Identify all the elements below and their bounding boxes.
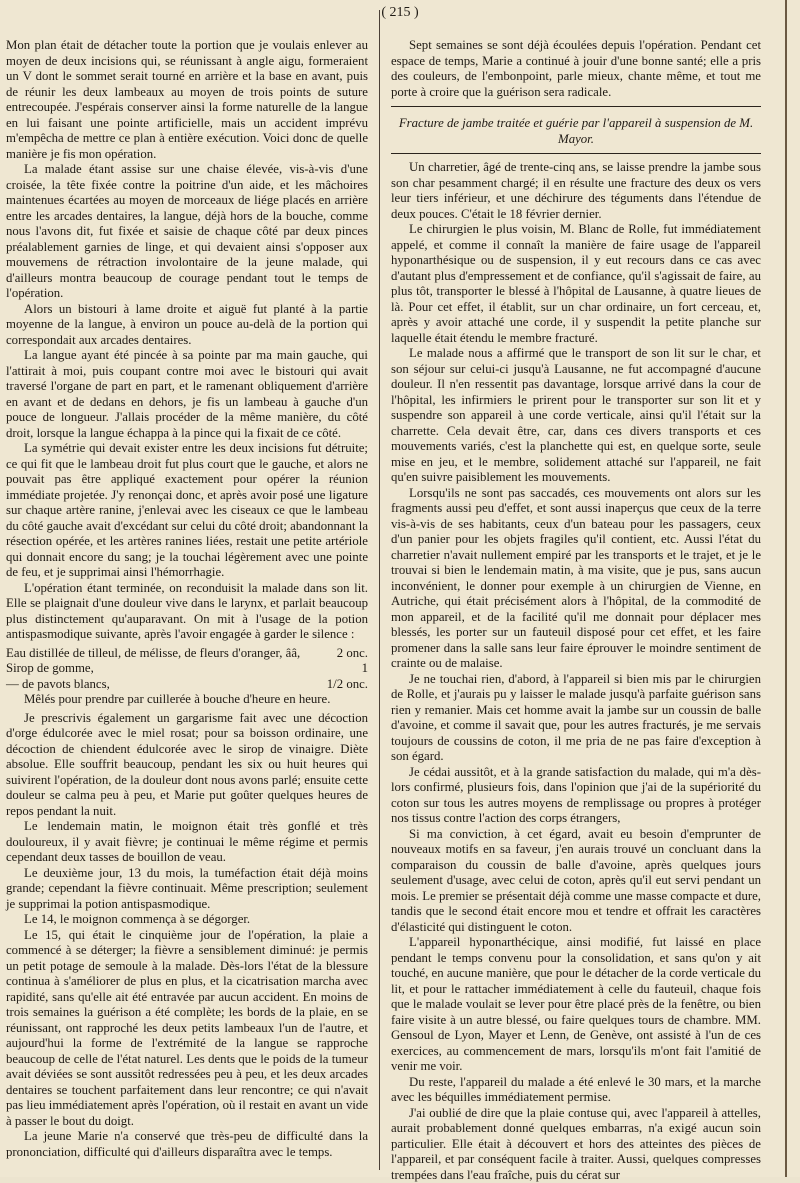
- left-column: [6, 38, 368, 1168]
- prescription-quantity: 1: [354, 661, 368, 677]
- paragraph: L'appareil hyponarthécique, ainsi modifié, fut laissé en place pendant le temps convenu pour la consolidation, et sans qu'on y ait touché, en aucune manière, que pour le détacher de la corde verticale du lit, et pour le rattacher immédiatement à celle du fauteuil, chaque fois que le malade voulait se lever pour être placé près de la fenêtre, ou bien faire visite à un autre blessé, ou faire quelques tours de chambre. MM. Gensoul de Lyon, Mayer et Lenn, de Genève, ont assisté à l'un de ces exercices, au commencement de mars, lorsqu'ils m'ont fait l'amitié de venir me voir.: [391, 935, 761, 1075]
- paragraph: La malade étant assise sur une chaise élevée, vis-à-vis d'une croisée, la tête fixée contre la poitrine d'un aide, et les mâchoires maintenues écartées au moyen de morceaux de liége placés en arrière entre les arcades dentaires, la langue, déjà hors de la bouche, comme nous l'avons dit, fut fixée et saisie de chaque côté par deux pinces préalablement garnies de linge, et qui devaient ainsi s'opposer aux mouvemens de rétraction involontaire de la jeune malade, qui d'ailleurs montra beaucoup de courage pendant tout le temps de l'opération.: [6, 162, 368, 302]
- paragraph: Mon plan était de détacher toute la portion que je voulais enlever au moyen de deux incisions qui, se réunissant à angle aigu, formeraient un V dont le sommet serait tourné en arrière et la base en avant, puis de réunir les deux lambeaux au moyen de trois points de suture entrecoupée. J'espérais conserver ainsi la forme naturelle de la langue en lui faisant une pointe artificielle, mais un accident imprévu m'empêcha de mettre ce plan à entière exécution. Voici donc de quelle manière je fis mon opération.: [6, 38, 368, 162]
- paragraph: Le 14, le moignon commença à se dégorger.: [6, 912, 368, 928]
- page-edge-rule: [785, 0, 787, 1177]
- page-number: ( 215 ): [0, 4, 800, 22]
- paragraph: Le chirurgien le plus voisin, M. Blanc de Rolle, fut immédiatement appelé, et comme il connaît la manière de faire usage de l'appareil hyponarthésique ou de suspension, il y eut recours dans ce cas avec d'autant plus d'empressement et de confiance, qu'il s'agissait de faire, au plus tôt, transporter le blessé à l'hôpital de Lausanne, à quatre lieues de là. Pour cet effet, il établit, sur un char ordinaire, un fort cerceau, et, après y avoir attaché une corde, il y suspendit la petite planche sur laquelle était étendu le membre fracturé.: [391, 222, 761, 346]
- paragraph: La jeune Marie n'a conservé que très-peu de difficulté dans la prononciation, difficulté qui d'ailleurs disparaîtra avec le temps.: [6, 1129, 368, 1160]
- prescription-item: Sirop de gomme,: [6, 661, 94, 677]
- prescription-item: — de pavots blancs,: [6, 677, 110, 693]
- paragraph: Du reste, l'appareil du malade a été enlevé le 30 mars, et la marche avec les béquilles immédiatement permise.: [391, 1075, 761, 1106]
- right-column: [391, 38, 761, 1168]
- article-title: Fracture de jambe traitée et guérie par l'appareil à suspension de M. Mayor.: [391, 115, 761, 147]
- prescription-item: Eau distillée de tilleul, de mélisse, de fleurs d'oranger, ââ,: [6, 646, 300, 662]
- paragraph: Sept semaines se sont déjà écoulées depuis l'opération. Pendant cet espace de temps, Marie a continué à jouir d'une bonne santé; elle a pris des couleurs, de l'embonpoint, parle mieux, chante même, et tout me porte à croire que la guérison sera radicale.: [391, 38, 761, 100]
- prescription-note: Mêlés pour prendre par cuillerée à bouche d'heure en heure.: [6, 692, 368, 708]
- prescription-row: [6, 661, 368, 677]
- prescription-table: [6, 646, 368, 708]
- paragraph: Je prescrivis également un gargarisme fait avec une décoction d'orge édulcorée avec le miel rosat; pour sa boisson ordinaire, une décoction de chiendent édulcorée avec le sirop de vinaigre. Diète absolue. Elle souffrit beaucoup, pendant les six ou huit heures qui suivirent l'opération, de la douleur dont nous avons parlé; ensuite cette douleur se calma peu à peu, et Marie put goûter quelques heures de repos pendant la nuit.: [6, 711, 368, 820]
- paragraph: Alors un bistouri à lame droite et aiguë fut planté à la partie moyenne de la langue, à environ un pouce au-delà de la portion qui correspondait aux arcades dentaires.: [6, 302, 368, 349]
- paragraph: La langue ayant été pincée à sa pointe par ma main gauche, qui l'attirait à moi, puis coupant contre moi avec le bistouri qui avait traversé l'organe de part en part, et le ramenant obliquement d'arrière en avant et de dedans en dehors, je fis un lambeau à gauche d'un pouce de longueur. J'allais procéder de la même manière, du côté droit, lorsque la langue échappa à la pince qui la fixait de ce côté.: [6, 348, 368, 441]
- column-divider: [379, 10, 380, 1170]
- paragraph: Je cédai aussitôt, et à la grande satisfaction du malade, qui m'a dès-lors confirmé, plusieurs fois, dans l'opinion que j'ai de la supériorité du coton sur tous les autres moyens de remplissage ou propres à protéger nos tissus contre l'action des corps étrangers,: [391, 765, 761, 827]
- prescription-quantity: 1/2 onc.: [319, 677, 368, 693]
- title-separator: [391, 153, 761, 154]
- prescription-quantity: 2 onc.: [329, 646, 368, 662]
- paragraph: Le deuxième jour, 13 du mois, la tuméfaction était déjà moins grande; cependant la fièvre continuait. Même prescription; seulement je supprimai la potion antispasmodique.: [6, 866, 368, 913]
- paragraph: Lorsqu'ils ne sont pas saccadés, ces mouvements ont alors sur les fragments aussi peu d'effet, et sont aussi inaperçus que ceux de la terre vis-à-vis de ses habitants, ceux d'un bateau pour les passagers, ceux d'un panier pour les objets fragiles qu'il contient, etc. Aussi l'état du charretier n'avait nullement empiré par les transports et le trajet, et je le trouvai si bien le lendemain matin, à ma visite, que je pus, sans aucun inconvénient, le donner pour exemple à un chirurgien de Vienne, en Autriche, qui était précisément alors à l'hôpital, de la commodité de mon appareil, et de la facilité qu'il me donnait pour déplacer mes blessés, les porter sur un fauteuil disposé pour cet effet, et les faire promener dans la salle sans leur faire éprouver le moindre sentiment de crainte ou de malaise.: [391, 486, 761, 672]
- paragraph: L'opération étant terminée, on reconduisit la malade dans son lit. Elle se plaignait d'une douleur vive dans le larynx, et parlait beaucoup plus distinctement qu'auparavant. On mit à l'usage de la potion antispasmodique suivante, après l'avoir engagée à garder le silence :: [6, 581, 368, 643]
- prescription-row: [6, 646, 368, 662]
- prescription-row: [6, 677, 368, 693]
- paragraph: Le malade nous a affirmé que le transport de son lit sur le char, et son séjour sur celui-ci jusqu'à Lausanne, ne fut accompagné d'aucune douleur. Il n'en ressentit pas davantage, lorsque arrivé dans la cour de l'hôpital, les infirmiers le prirent pour le transporter sur son lit et y suspendre son appareil à une corde verticale, ainsi qu'il l'était sur la charrette. Cela devait être, car, dans ces divers transports et ces mouvements variés, c'est la planchette qui est, en quelque sorte, seule mise en jeu, et le membre, solidement attaché sur l'appareil, ne fait qu'en suivre paisiblement les mouvements.: [391, 346, 761, 486]
- section-separator: [391, 106, 761, 107]
- paragraph: J'ai oublié de dire que la plaie contuse qui, avec l'appareil à attelles, aurait probablement donné quelques embarras, n'a exigé aucun soin particulier. Elle était à découvert et hors des atteintes des pièces de l'appareil, et par conséquent facile à traiter. Aussi, quelques compresses trempées dans l'eau fraîche, puis du cérat sur: [391, 1106, 761, 1183]
- paragraph: Le 15, qui était le cinquième jour de l'opération, la plaie a commencé à se déterger; la fièvre a sensiblement diminué: je permis un petit potage de semoule à la malade. Dès-lors l'état de la blessure continua à s'améliorer de plus en plus, et la cicatrisation marcha avec rapidité, sans qu'elle ait été entravée par aucun accident. En moins de trois semaines la guérison a été complète; les bords de la plaie, en se réunissant, ont rapproché les deux petits lambeaux l'un de l'autre, et aujourd'hui la forme de l'extrémité de la langue se rapproche beaucoup de celle de l'état naturel. Les dents que le poids de la tumeur avait déviées se sont aussitôt redressées peu à peu, et les deux arcades dentaires se touchent parfaitement dans leur rencontre; ce qui n'avait pas lieu immédiatement après l'opération, où il restait en avant un vide à passer le bout du doigt.: [6, 928, 368, 1130]
- paragraph: Un charretier, âgé de trente-cinq ans, se laisse prendre la jambe sous son char pesamment chargé; il en résulte une fracture des deux os vers leur tiers inférieur, et une déchirure des téguments dans l'étendue de deux pouces. C'était le 18 février dernier.: [391, 160, 761, 222]
- paragraph: Le lendemain matin, le moignon était très gonflé et très douloureux, il y avait fièvre; je continuai le même régime et permis cependant deux tasses de bouillon de veau.: [6, 819, 368, 866]
- paragraph: La symétrie qui devait exister entre les deux incisions fut détruite; ce qui fit que le lambeau droit fut plus court que le gauche, et alors ne pouvait pas être appliqué exactement pour opérer la réunion immédiate projetée. J'y renonçai donc, et après avoir posé une ligature sur chaque artère ranine, j'enlevai avec les ciseaux ce que le lambeau du côté gauche avait d'excédant sur celui du côté droit; abandonnant la résection opérée, et les artères ranines liées, restait une petite artériole qui donnait encore du sang; je la touchai légèrement avec une pointe de feu, et je supprimai ainsi l'hémorrhagie.: [6, 441, 368, 581]
- paragraph: Je ne touchai rien, d'abord, à l'appareil si bien mis par le chirurgien de Rolle, et j'aurais pu y laisser le malade jusqu'à parfaite guérison sans rien y remanier. Mais cet homme avait la jambe sur un coussin de balle d'avoine, et comme il savait que, pour les autres fracturés, je me servais toujours de coussins de coton, il me pria de ne pas faire d'exception à son égard.: [391, 672, 761, 765]
- paragraph: Si ma conviction, à cet égard, avait eu besoin d'emprunter de nouveaux motifs en sa faveur, j'en aurais trouvé un concluant dans la comparaison du coussin de balle d'avoine, après quelques jours seulement d'usage, avec celui de coton, après qu'il eut servi pendant un mois. Le premier se présentait déjà comme une masse compacte et dure, tandis que le second était encore mou et tendre et offrait les caractères d'élasticité qui distinguent le coton.: [391, 827, 761, 936]
